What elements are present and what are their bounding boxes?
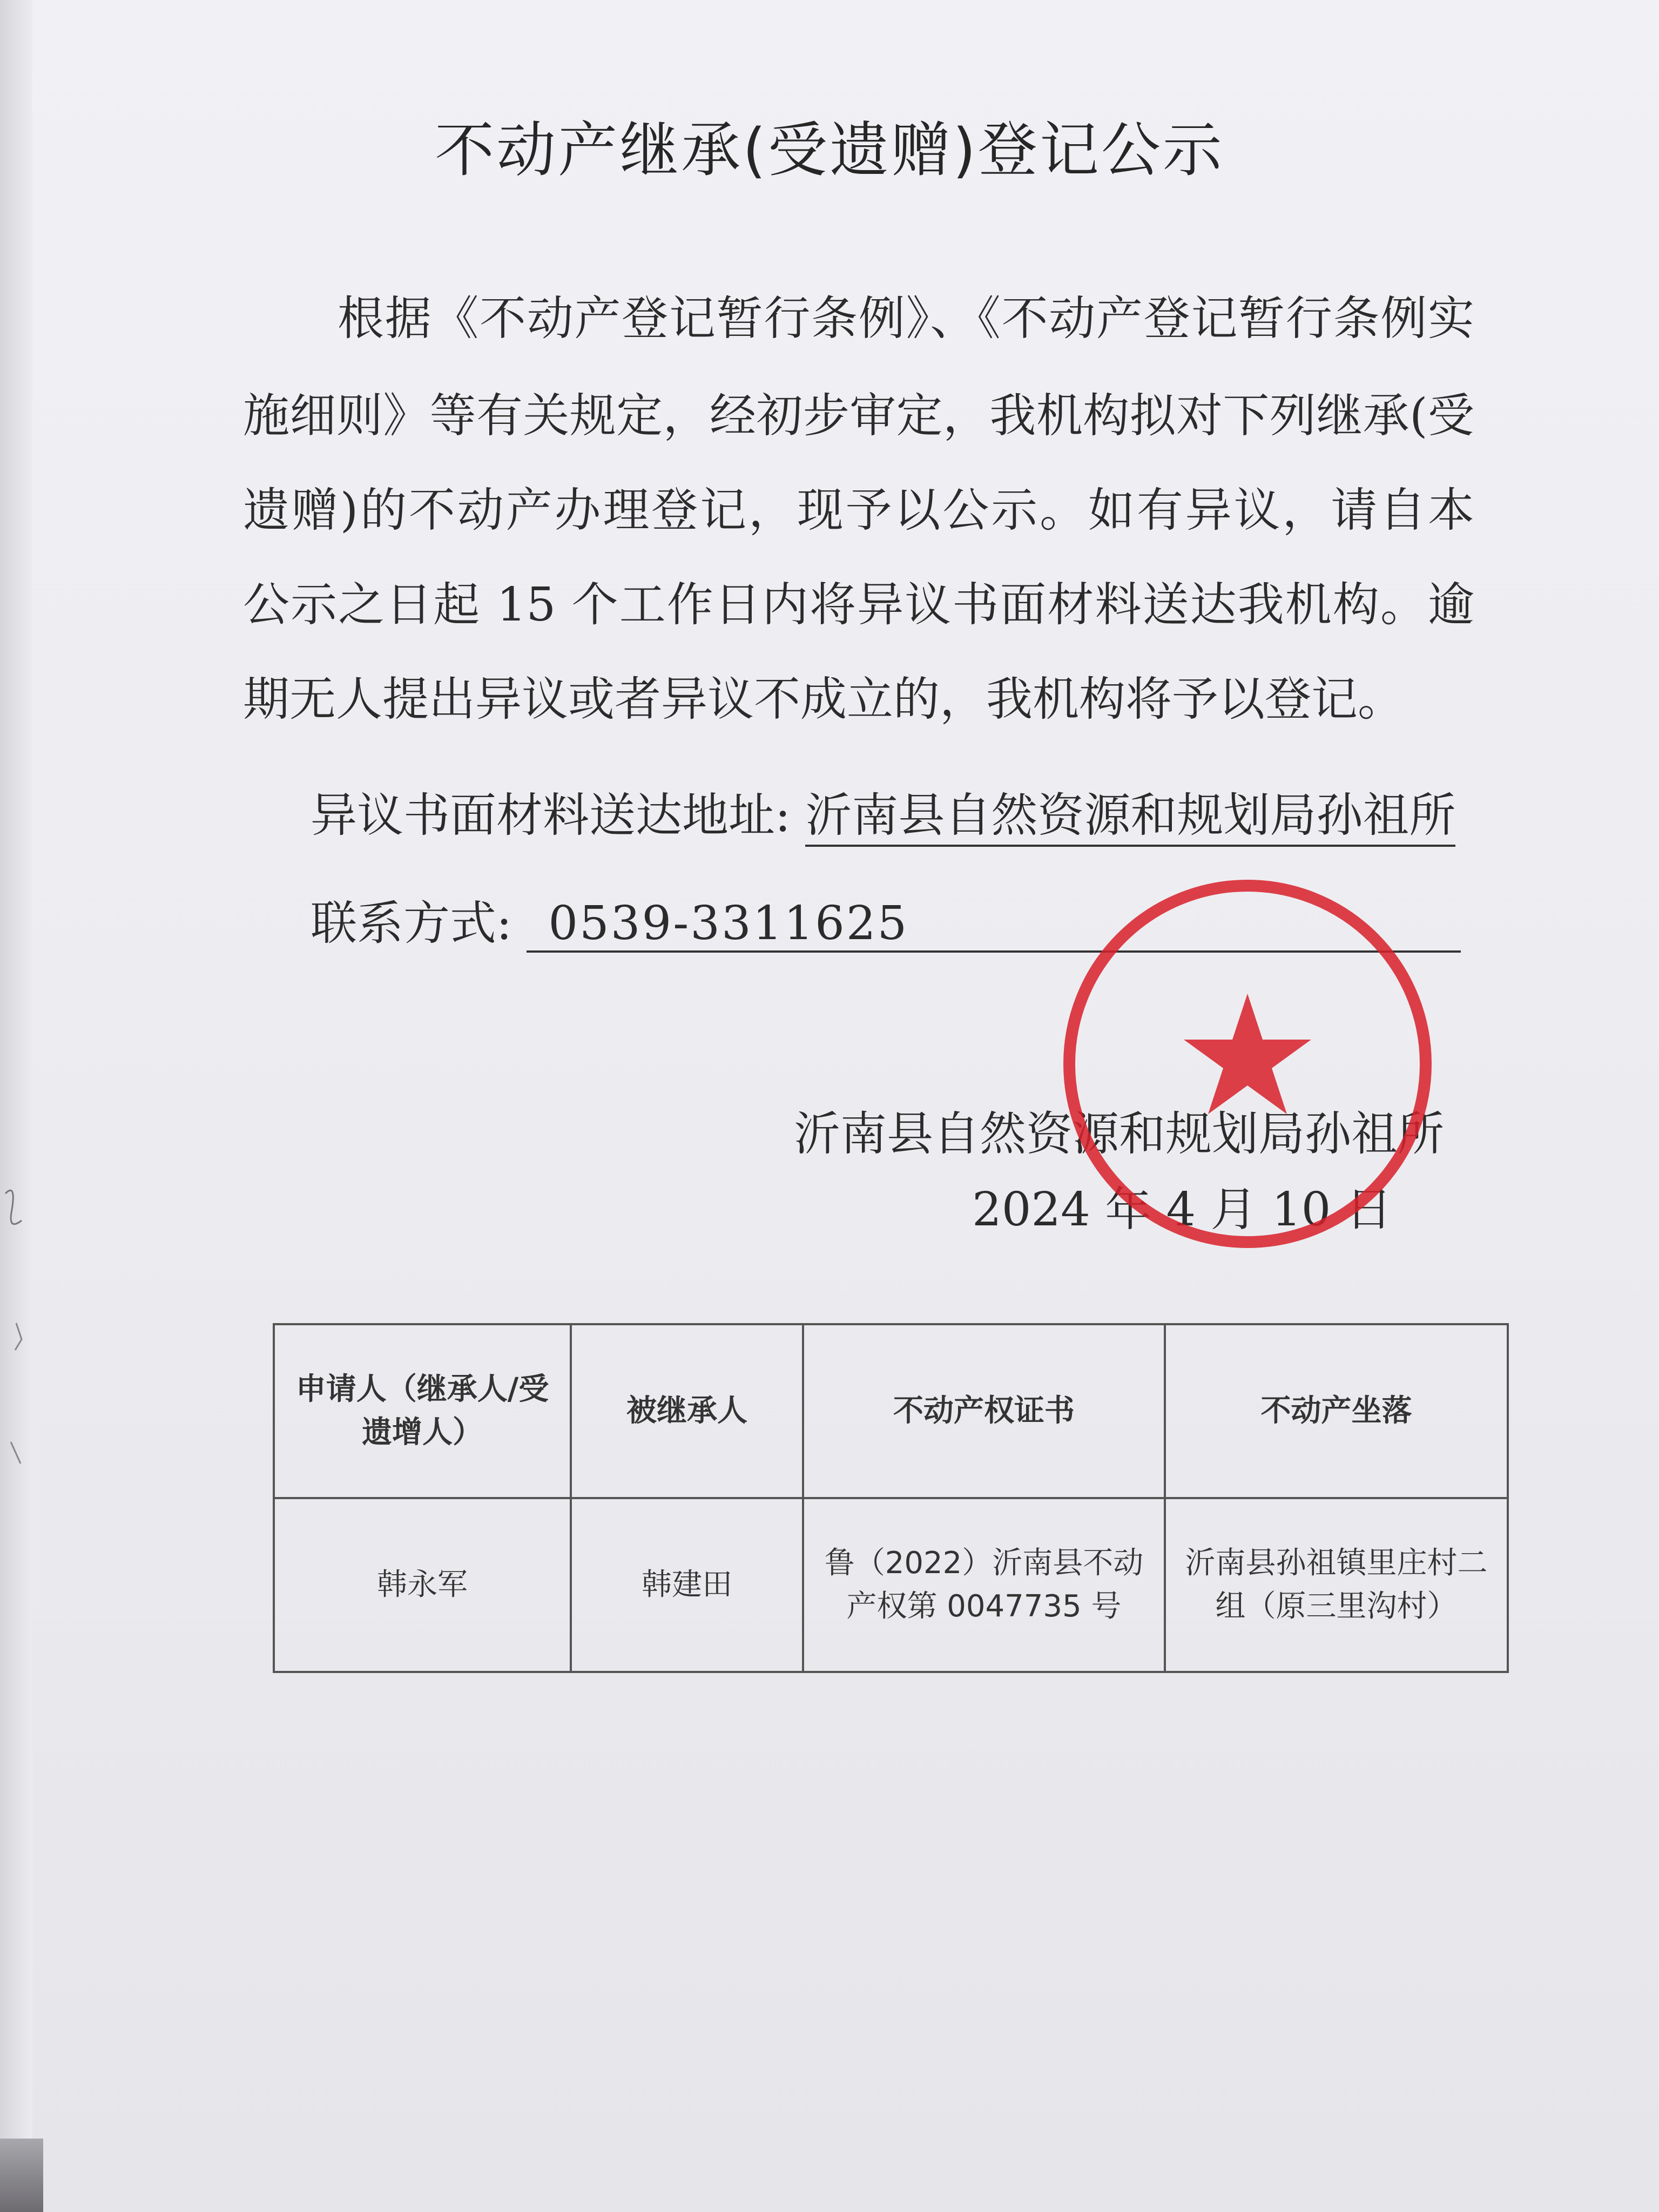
body-line-4: 公示之日起 15 个工作日内将异议书面材料送达我机构。逾 xyxy=(243,578,1474,632)
body-line-3: 遗赠)的不动产办理登记，现予以公示。如有异议，请自本 xyxy=(243,483,1474,537)
cell-location: 沂南县孙祖镇里庄村二组（原三里沟村） xyxy=(1165,1498,1508,1672)
header-certificate: 不动产权证书 xyxy=(803,1324,1165,1498)
body-line-5: 期无人提出异议或者异议不成立的，我机构将予以登记。 xyxy=(243,672,1404,726)
table-surface-corner xyxy=(0,2139,43,2212)
signature-org: 沂南县自然资源和规划局孙祖所 xyxy=(794,1107,1444,1161)
header-applicant: 申请人（继承人/受遗增人） xyxy=(274,1324,571,1498)
table-header-row xyxy=(274,1324,1508,1498)
paper-edge xyxy=(0,0,32,2212)
cell-certificate: 鲁（2022）沂南县不动产权第 0047735 号 xyxy=(803,1498,1165,1672)
cell-deceased: 韩建田 xyxy=(571,1498,803,1672)
contact-phone: 0539-3311625 xyxy=(527,896,1461,953)
cell-applicant: 韩永军 xyxy=(274,1498,571,1672)
official-seal xyxy=(1058,875,1437,1253)
body-line-2: 施细则》等有关规定，经初步审定，我机构拟对下列继承(受 xyxy=(243,389,1474,443)
body-line-1: 根据《不动产登记暂行条例》、《不动产登记暂行条例实 xyxy=(338,292,1474,346)
header-location: 不动产坐落 xyxy=(1165,1324,1508,1498)
objection-address xyxy=(311,778,1455,845)
contact-label: 联系方式: xyxy=(311,896,512,950)
registry-table xyxy=(273,1323,1509,1673)
header-deceased: 被继承人 xyxy=(571,1324,803,1498)
address-label: 异议书面材料送达地址: xyxy=(311,788,791,842)
seal-star-icon xyxy=(1184,994,1311,1114)
page-title: 不动产继承(受遗赠)登记公示 xyxy=(435,116,1224,185)
address-value: 沂南县自然资源和规划局孙祖所 xyxy=(805,788,1455,847)
margin-pencil-marks xyxy=(0,1161,32,1485)
signature-date: 2024 年 4 月 10 日 xyxy=(972,1183,1392,1237)
table-row xyxy=(274,1498,1508,1672)
